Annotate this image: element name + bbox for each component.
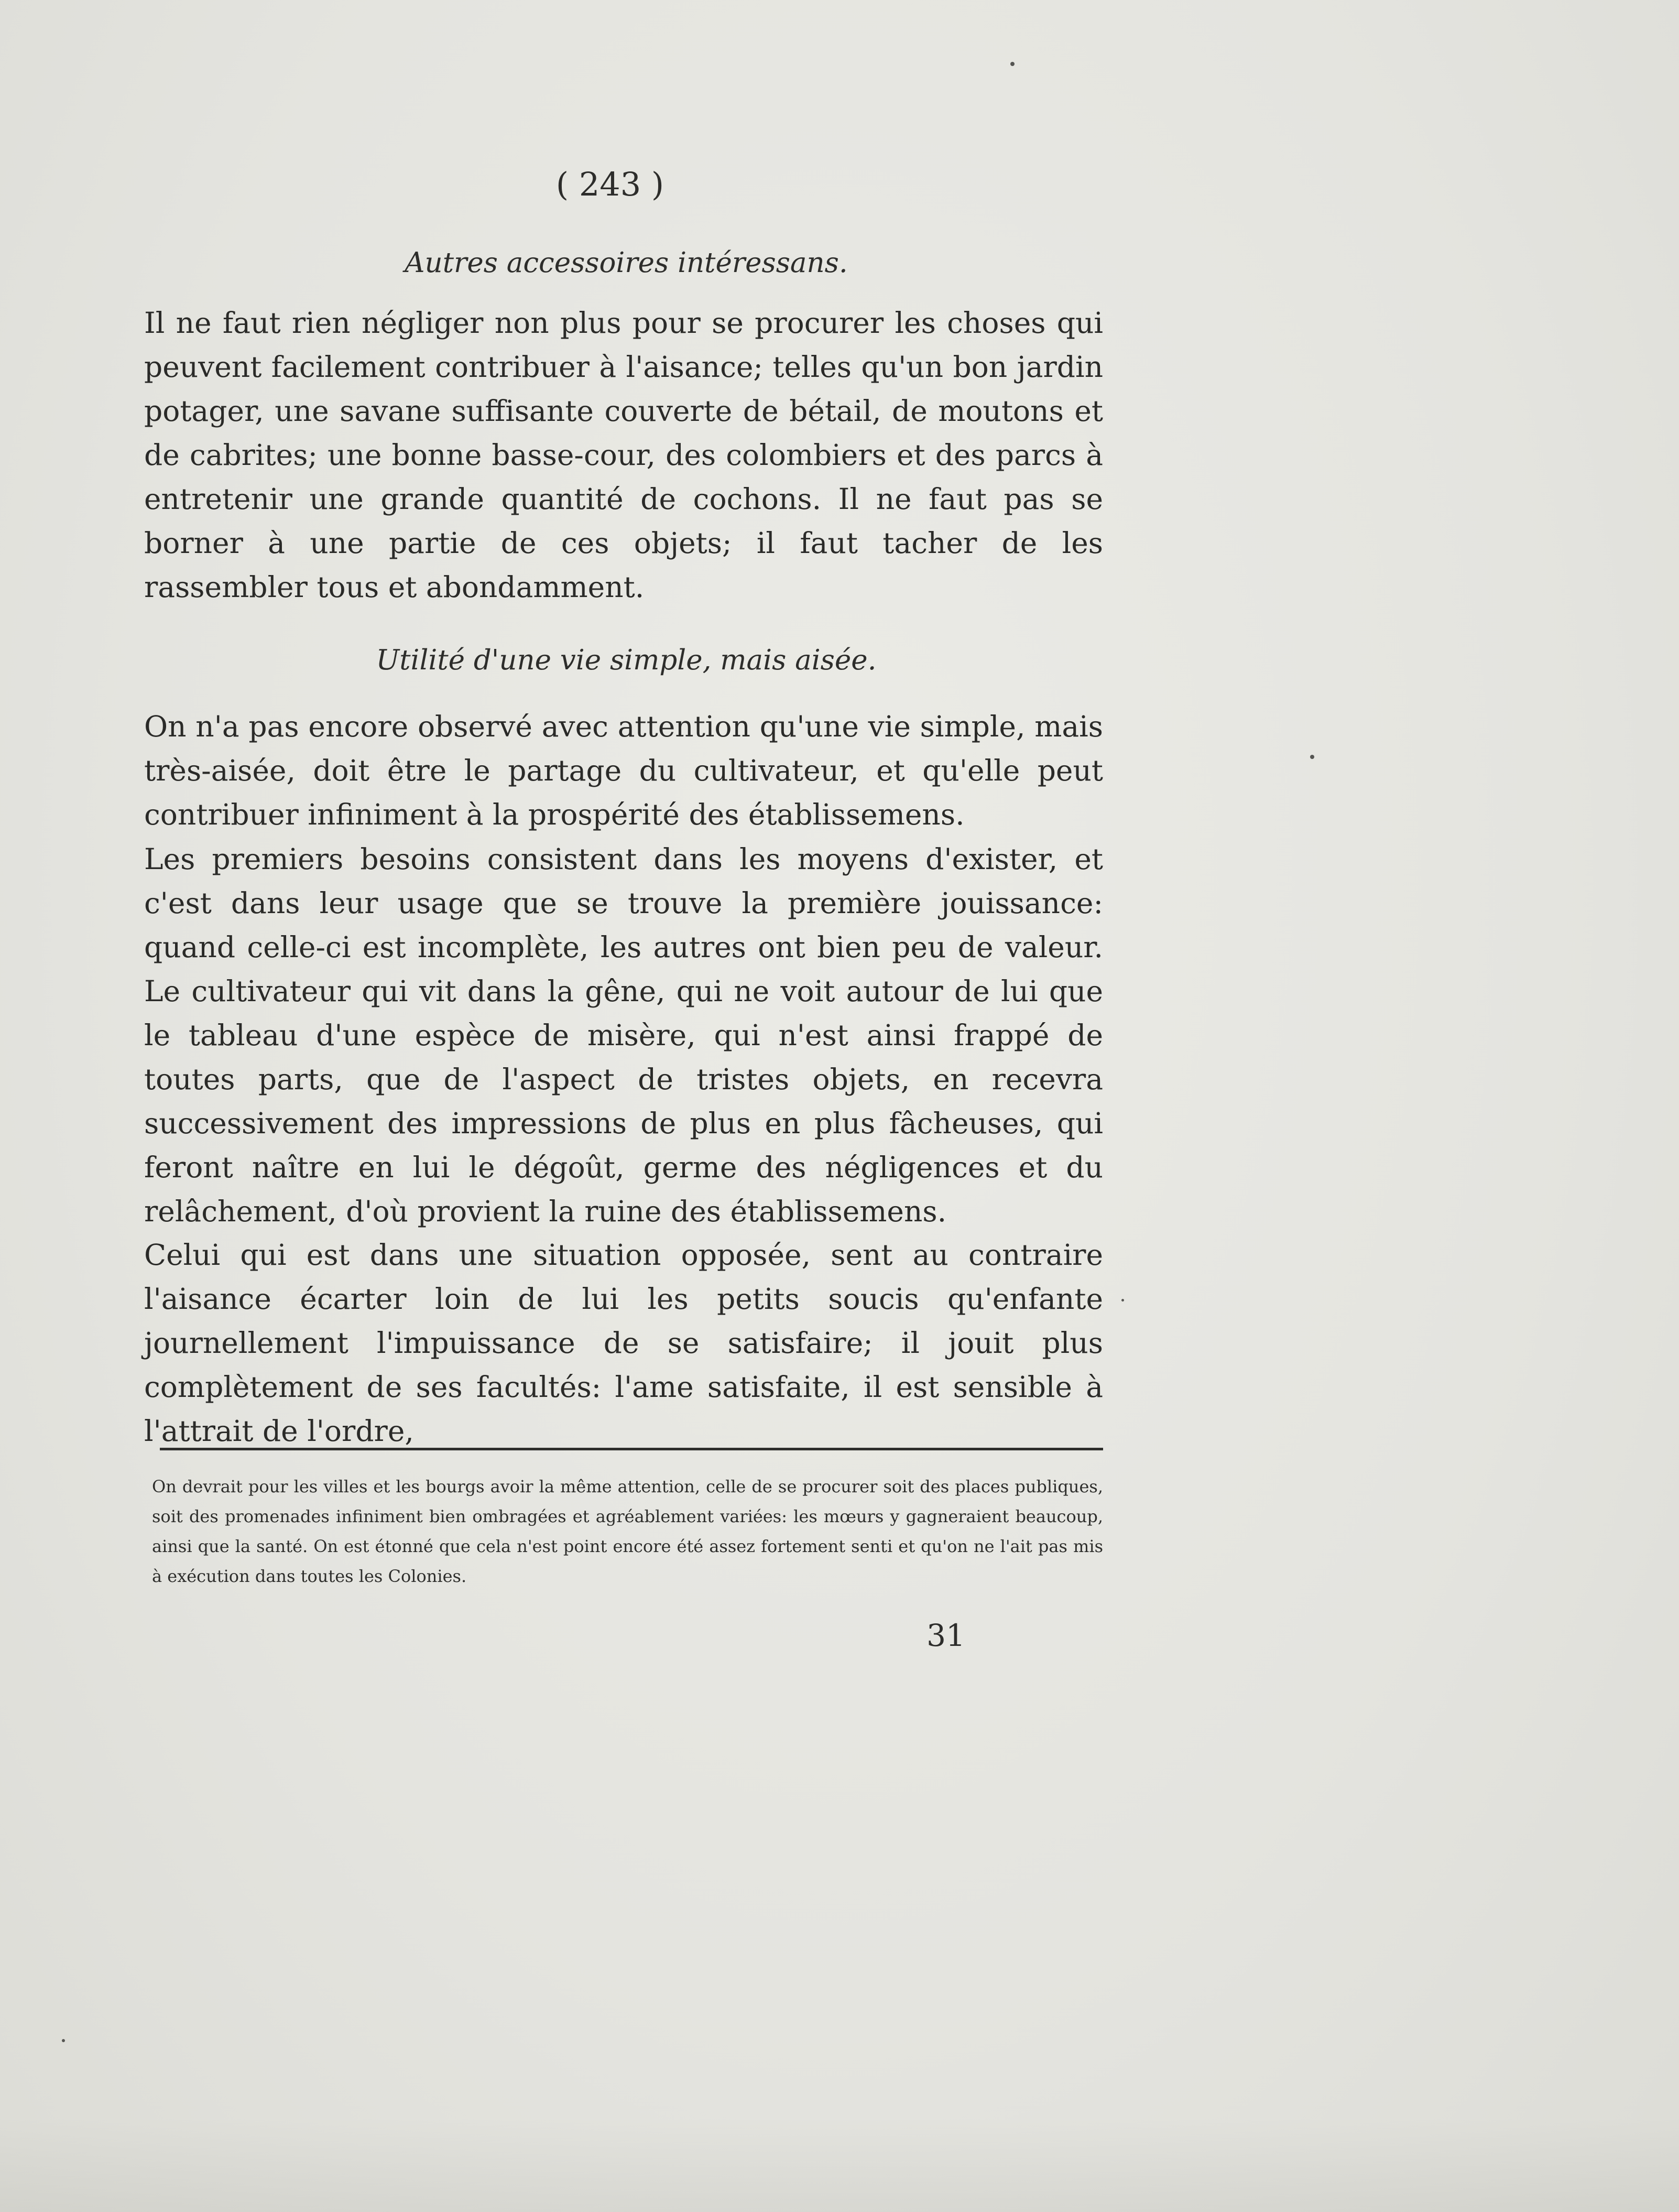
paper-edge-shadow: [0, 2118, 1679, 2212]
section-heading-simple-life: Utilité d'une vie simple, mais aisée.: [376, 644, 877, 676]
paragraph-first-needs: Les premiers besoins consistent dans les moyens d'exister, et c'est dans leur usage que se trouve la première jouissance: quand celle-ci est incomplète, les autres ont bien peu de valeur. Le cultivateur qui vit dans la gêne, qui ne voit autour de lui que le tableau d'une espèce de misère, qui n'est ainsi frappé de toutes parts, que de l'aspect de tristes objets, en recevra successivement des impressions de plus en plus fâcheuses, qui feront naître en lui le dégoût, germe des négligences et du relâchement, d'où provient la ruine des établissemens.: [144, 842, 1103, 1228]
signature-mark: 31: [926, 1618, 965, 1653]
footnote-rule: [160, 1448, 1103, 1450]
page-number: ( 243 ): [555, 165, 664, 203]
paragraph-simple-life-intro: On n'a pas encore observé avec attention qu'une vie simple, mais très-aisée, doit être le partage du cultivateur, et qu'elle peut contribuer infiniment à la prospérité des établissemens.: [144, 710, 1103, 831]
paragraph-opposite-situation: Celui qui est dans une situation opposée, sent au contraire l'aisance écarter loin de lui les petits soucis qu'enfante journellement l'impuissance de se satisfaire; il jouit plus complètement de ses facultés: l'ame satisfaite, il est sensible à l'attrait de l'ordre,: [144, 1238, 1103, 1448]
paper-speck: [1121, 1299, 1124, 1302]
paper-speck: [1010, 62, 1015, 66]
paper-speck: [1310, 755, 1314, 759]
footnote: On devrait pour les villes et les bourgs avoir la même attention, celle de se procurer soit des places publiques, soit des promenades infiniment bien ombragées et agréablement variées: les mœurs y gagneraient beaucoup, ainsi que la santé. On est étonné que cela n'est point encore été assez fortement senti et qu'on ne l'ait pas mis à exécution dans toutes les Colonies.: [152, 1477, 1103, 1586]
paragraph-accessories: Il ne faut rien négliger non plus pour se procurer les choses qui peuvent facilement contribuer à l'aisance; telles qu'un bon jardin potager, une savane suffisante couverte de bétail, de moutons et de cabrites; une bonne basse-cour, des colombiers et des parcs à entretenir une grande quantité de cochons. Il ne faut pas se borner à une partie de ces objets; il faut tacher de les rassembler tous et abondamment.: [144, 306, 1103, 604]
section-heading-accessories: Autres accessoires intéressans.: [405, 247, 848, 279]
paper-speck: [62, 2039, 65, 2042]
